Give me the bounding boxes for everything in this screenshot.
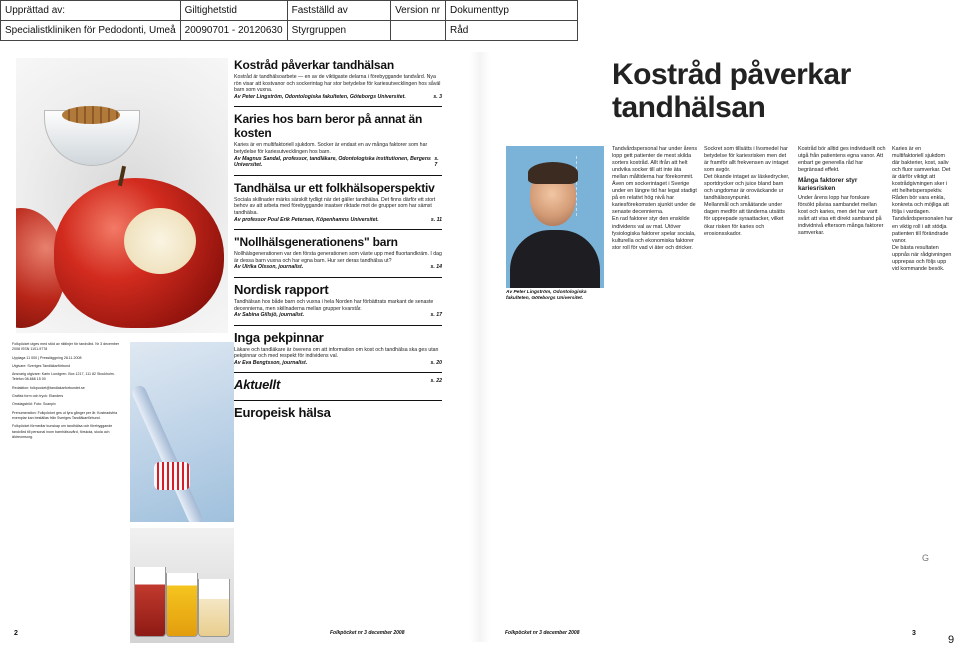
colophon-line: Prenumeration: Folkpöcket ges ut fyra gånger per år. Kostnadsfria exemplar kan beställas från Sveriges Tandläkarförbund. <box>12 410 118 420</box>
paragraph: En rad faktorer styr den enskilde individens val av mat. Utöver fysiologiska faktorer spelar sociala, kulturella och ekonomiska faktorer stor roll för vad vi äter och dricker. <box>612 216 696 251</box>
toc-page-ref: s. 20 <box>430 359 442 366</box>
toc-page-ref: s. 14 <box>430 264 442 271</box>
paragraph: Råden bör vara enkla, konkreta och möjliga att följa i vardagen. Tandvårdspersonalen har en viktig roll i att stödja patienten till förändrade vanor. <box>892 195 953 244</box>
toc-title: Inga pekpinnar <box>234 329 324 345</box>
toc-byline <box>234 94 442 101</box>
header-document-type: Dokumenttyp <box>445 1 577 21</box>
colophon <box>12 342 126 443</box>
toc-summary: Sociala skillnader märks särskilt tydligt när det gäller tandhälsa. Det finns därför ett stort behov av att arbeta med förebyggande insatser riktade mot de grupper som har sämst tandhälsa. <box>234 196 436 216</box>
toc-item[interactable] <box>234 112 442 168</box>
paragraph: Tandvårdspersonal har under årens lopp gett patienter de mest skilda sorters kostråd. Allt ifrån att helt undvika socker till att inte äta mellan måltiderna har förekommit. <box>612 146 698 181</box>
author-portrait <box>506 146 604 288</box>
issue-line-left: Folkpöcket nr 3 december 2008 <box>330 630 405 636</box>
folio-left: 2 <box>14 630 18 637</box>
colophon-line: Ansvarig utgivare: Karin Lundgren. Box 1217, 111 82 Stockholm. Telefon 08-666 15 00 <box>12 372 115 382</box>
toc-byline <box>234 360 442 367</box>
value-version <box>391 21 446 41</box>
toc-title: Kostråd påverkar tandhälsan <box>234 58 394 72</box>
colophon-line: Redaktion: folkpocket@tandlakarforbundet.se <box>12 385 85 390</box>
toc-item[interactable] <box>234 235 442 271</box>
toc-byline <box>234 264 442 271</box>
magazine-spread <box>0 52 960 649</box>
toc-title: Europeisk hälsa <box>234 405 331 421</box>
article-subheading: Många faktorer styr kariesrisken <box>798 177 858 193</box>
article-column-4 <box>892 146 954 273</box>
toc-author: Av Sabina Gillsjö, journalist. <box>234 312 305 319</box>
article-column-3 <box>798 146 886 237</box>
paragraph: Det ökande intaget av läskedrycker, sportdrycker och juice bland barn och ungdomar är oroväckande ur tandhälsosynpunkt. <box>704 174 790 202</box>
paragraph: Karies är en multifaktoriell sjukdom där bakterier, kost, saliv och fluor samverkar. Det är därför viktigt att kostrådgivningen sker i ett helhetsperspektiv. <box>892 146 951 195</box>
paragraph: Även om sockerintaget i Sverige under en längre tid har legat stadigt på en relativt hög nivå har kariesförekomsten sjunkit under de senaste decennierna. <box>612 181 697 216</box>
portrait-caption: Av Peter Lingström, Odontologiska fakulteten, Göteborgs Universitet. <box>506 290 587 301</box>
metadata-value-row <box>1 21 578 41</box>
document-metadata-table <box>0 0 578 41</box>
divider <box>234 372 442 373</box>
document-page-number: 9 <box>948 634 955 646</box>
toc-summary: Nollhälsgenerationen var den första generationen som växte upp med fluortandkräm. I dag är dessa barn vuxna och har egna barn. Hur ser deras tandhälsa ut? <box>234 251 442 264</box>
toc-author: Av professor Poul Erik Petersen, Köpenhamns Universitet. <box>234 216 379 223</box>
toothbrush-handle <box>130 384 204 522</box>
divider <box>234 325 442 326</box>
toc-item[interactable] <box>234 181 442 223</box>
paragraph: De bästa resultaten uppnås när rådgivningen upprepas och följs upp vid kommande besök. <box>892 244 952 272</box>
spread-gutter <box>470 52 490 642</box>
portrait-hair <box>528 162 578 184</box>
divider <box>234 229 442 230</box>
folio-right: 3 <box>912 630 916 637</box>
left-page <box>10 52 440 642</box>
toothbrush-photo <box>130 342 234 522</box>
toc-title: Tandhälsa ur ett folkhälsoperspektiv <box>234 180 435 195</box>
toc-summary: Kostråd är tandhälsoarbete — en av de viktigaste delarna i förebyggande tandvård. Nya rön visar att kostvanor och sockerintag har stor betydelse för kariesutvecklingen hos såväl barn som vuxna. <box>234 74 441 94</box>
metadata-header-row <box>1 1 578 21</box>
toc-title: Aktuellt <box>234 377 281 393</box>
colophon-line: Upplaga 11 000 | Pressläggning 28.11.2008 <box>12 355 82 360</box>
toc-byline <box>234 156 442 169</box>
paragraph: Mellanmål och småätande under dagen medför att tänderna utsätts för upprepade syraattacker, vilket ökar risken för karies och erosionsskador. <box>704 202 785 237</box>
toc-author: Av Peter Lingström, Odontologiska fakulteten, Göteborgs Universitet. <box>234 93 406 100</box>
toc-item[interactable] <box>234 283 442 319</box>
article-column-2 <box>704 146 792 238</box>
value-prepared-by: Specialistkliniken för Pedodonti, Umeå <box>1 21 181 41</box>
value-validity: 20090701 - 20120630 <box>180 21 287 41</box>
toc-page-ref: s. 17 <box>430 312 442 319</box>
toc-item[interactable] <box>234 378 442 394</box>
toc-byline <box>234 378 442 394</box>
paragraph: Under årens lopp har forskare försökt påvisa sambandet mellan kost och karies, men det har varit svårt att visa ett direkt samband på individnivå eftersom många faktorer samverkar. <box>798 195 884 237</box>
divider <box>234 106 442 107</box>
issue-line-right: Folkpöcket nr 3 december 2008 <box>505 630 580 636</box>
toc-item[interactable] <box>234 406 442 420</box>
toc-item[interactable] <box>234 58 442 100</box>
value-document-type: Råd <box>445 21 577 41</box>
divider <box>234 277 442 278</box>
toc-title: "Nollhälsgenerationens" barn <box>234 235 398 250</box>
table-of-contents <box>234 58 442 426</box>
header-validity: Giltighetstid <box>180 1 287 21</box>
divider <box>234 175 442 176</box>
header-prepared-by: Upprättad av: <box>1 1 181 21</box>
toc-title: Karies hos barn beror på annat än kosten <box>234 112 423 141</box>
whiteboard-scribbles <box>576 156 602 216</box>
article-column-1 <box>612 146 698 252</box>
toc-summary: Läkare och tandläkare är överens om att information om kost och tandhälsa ska ges utan pekpinnar och med respekt för individens val. <box>234 346 439 360</box>
glass-orange-juice <box>166 573 198 637</box>
divider <box>234 400 442 401</box>
glass-milk-drink <box>198 579 230 637</box>
toc-byline <box>234 312 442 319</box>
value-approved-by: Styrgruppen <box>287 21 390 41</box>
paragraph: Kostråd bör alltid ges individuellt och utgå från patientens egna vanor. Att enbart ge generella råd har begränsad effekt. <box>798 146 886 174</box>
apple-bite-mark <box>124 208 196 274</box>
cookies-image <box>62 106 120 124</box>
colophon-line: Grafisk form och tryck: Elanders <box>12 394 64 399</box>
toothbrush-head <box>154 462 190 490</box>
glass-red-drink <box>134 567 166 637</box>
toc-page-ref: s. 22 <box>430 378 442 385</box>
colophon-line: Folkpöcket förmedlar kunskap om tandhälsa och förebyggande tandvård till personal inom barnhälsovård, förskola, skola och äldreomsorg. <box>12 424 113 439</box>
toc-summary: Karies är en multifaktoriell sjukdom. Socker är endast en av många faktorer som har betydelse för kariesutvecklingen hos barn. <box>234 142 428 155</box>
toc-author: Av Ulrika Olsson, journalist. <box>234 264 304 271</box>
toc-page-ref: s. 11 <box>430 216 442 223</box>
toc-item[interactable] <box>234 331 442 367</box>
drink-glasses-photo <box>130 528 234 643</box>
toc-summary: Tandhälsan hos både barn och vuxna i hela Norden har förbättrats markant de senaste decennierna, men skillnaderna mellan grupper kvarstår. <box>234 298 434 312</box>
article-headline: Kostråd påverkar tandhälsan <box>612 58 851 124</box>
portrait-body <box>510 230 600 288</box>
toc-page-ref: s. 3 <box>433 93 442 100</box>
apple-photo <box>16 58 228 333</box>
toc-author: Av Eva Bengtsson, journalist. <box>234 359 308 366</box>
corner-mark: G <box>922 553 930 563</box>
toc-author: Av Magnus Sandal, professor, tandläkare, Odontologiska institutionen, Bergens Universitet. <box>234 155 431 169</box>
header-version: Version nr <box>391 1 446 21</box>
colophon-line: Folkpöcket utges med stöd av riktlinjer för tandvård. Nr 3 december 2008 ISSN 1101-9778 <box>12 342 120 352</box>
toc-byline <box>234 217 442 224</box>
colophon-line: Utgivare: Sveriges Tandläkarförbund <box>12 363 71 368</box>
paragraph: Sockret som tillsätts i livsmedel har betydelse för kariesrisken men det är framför allt frekvensen av intaget som avgör. <box>704 146 789 174</box>
toc-page-ref: s. 7 <box>434 155 439 169</box>
toc-title: Nordisk rapport <box>234 281 329 297</box>
header-approved-by: Fastställd av <box>287 1 390 21</box>
colophon-line: Omslagsbild: Foto: Scanpix <box>12 402 56 407</box>
